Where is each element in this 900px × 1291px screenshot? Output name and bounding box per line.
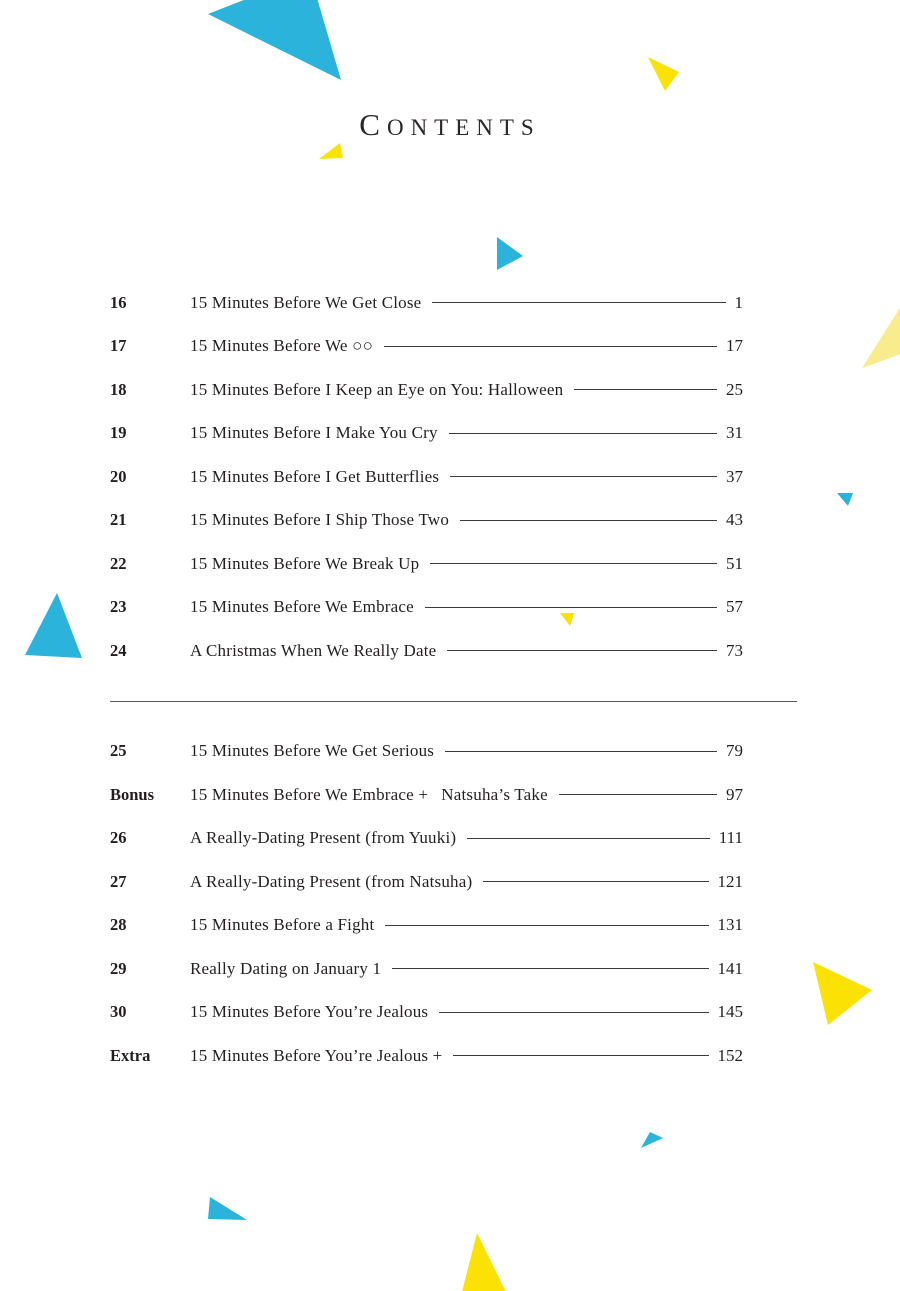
chapter-number: 19 bbox=[110, 423, 127, 443]
page-number: 51 bbox=[726, 553, 743, 573]
chapter-title: 15 Minutes Before I Keep an Eye on You: Halloween bbox=[190, 379, 564, 399]
toc-entry bbox=[110, 499, 743, 543]
toc-entry bbox=[110, 991, 743, 1035]
page-number: 79 bbox=[726, 741, 743, 761]
triangle-right-tiny-cyan bbox=[837, 493, 853, 506]
toc-entry bbox=[110, 773, 743, 817]
chapter-title: 15 Minutes Before You’re Jealous + bbox=[190, 1045, 443, 1065]
triangle-right-edge-pale-yellow bbox=[862, 306, 900, 368]
page-number: 31 bbox=[726, 423, 743, 443]
leader-line bbox=[483, 881, 708, 882]
chapter-number: 28 bbox=[110, 915, 127, 935]
chapter-title: 15 Minutes Before I Make You Cry bbox=[190, 423, 438, 443]
page-number: 25 bbox=[726, 379, 743, 399]
leader-line bbox=[453, 1055, 708, 1056]
page-number: 141 bbox=[717, 958, 743, 978]
chapter-title: 15 Minutes Before You’re Jealous bbox=[190, 1002, 429, 1022]
chapter-title: 15 Minutes Before We Embrace + Natsuha’s Take bbox=[190, 784, 548, 804]
toc-entry bbox=[110, 860, 743, 904]
triangle-subtitle-cyan bbox=[497, 237, 523, 270]
toc-entry bbox=[110, 325, 743, 369]
chapter-title: A Christmas When We Really Date bbox=[190, 640, 437, 660]
toc-entry bbox=[110, 281, 743, 325]
leader-line bbox=[467, 838, 710, 839]
chapter-title: A Really-Dating Present (from Yuuki) bbox=[190, 828, 457, 848]
chapter-number: 20 bbox=[110, 466, 127, 486]
leader-line bbox=[460, 520, 717, 521]
leader-line bbox=[445, 751, 717, 752]
toc-entry bbox=[110, 947, 743, 991]
triangle-top-cyan bbox=[208, 0, 341, 80]
page-title-initial: C bbox=[359, 107, 387, 142]
toc-entry bbox=[110, 904, 743, 948]
leader-line bbox=[449, 433, 717, 434]
chapter-number: 29 bbox=[110, 958, 127, 978]
chapter-title: 15 Minutes Before We Get Close bbox=[190, 292, 422, 312]
triangle-bottom-left-cyan bbox=[208, 1197, 247, 1220]
chapter-number: 27 bbox=[110, 871, 127, 891]
chapter-title: 15 Minutes Before We Get Serious bbox=[190, 741, 435, 761]
triangle-left-cyan bbox=[25, 593, 82, 658]
toc-section-2 bbox=[110, 730, 743, 1078]
chapter-number: 22 bbox=[110, 553, 127, 573]
page-title bbox=[0, 106, 900, 143]
page-number: 152 bbox=[717, 1045, 743, 1065]
leader-line bbox=[439, 1012, 708, 1013]
page-number: 17 bbox=[726, 336, 743, 356]
chapter-title: 15 Minutes Before We Embrace bbox=[190, 597, 414, 617]
leader-line bbox=[385, 925, 708, 926]
toc-entry bbox=[110, 730, 743, 774]
page-title-rest: ONTENTS bbox=[386, 115, 541, 140]
toc-entry bbox=[110, 455, 743, 499]
table-of-contents bbox=[110, 281, 743, 1078]
chapter-number: 18 bbox=[110, 379, 127, 399]
chapter-title: A Really-Dating Present (from Natsuha) bbox=[190, 871, 473, 891]
chapter-title: 15 Minutes Before a Fight bbox=[190, 915, 375, 935]
page-number: 131 bbox=[717, 915, 743, 935]
leader-line bbox=[432, 302, 725, 303]
toc-entry bbox=[110, 368, 743, 412]
triangle-right-big-yellow bbox=[813, 962, 872, 1025]
page-number: 145 bbox=[717, 1002, 743, 1022]
chapter-number: 21 bbox=[110, 510, 127, 530]
page-number: 111 bbox=[718, 828, 743, 848]
toc-section-1 bbox=[110, 281, 743, 673]
leader-line bbox=[425, 607, 717, 608]
chapter-number: Extra bbox=[110, 1045, 151, 1065]
chapter-title: Really Dating on January 1 bbox=[190, 958, 382, 978]
toc-entry bbox=[110, 817, 743, 861]
leader-line bbox=[384, 346, 717, 347]
leader-line bbox=[430, 563, 717, 564]
page-number: 1 bbox=[734, 292, 743, 312]
chapter-title: 15 Minutes Before We Break Up bbox=[190, 553, 420, 573]
page-number: 97 bbox=[726, 784, 743, 804]
chapter-number: 16 bbox=[110, 292, 127, 312]
toc-entry bbox=[110, 1034, 743, 1078]
chapter-number: 25 bbox=[110, 741, 127, 761]
page-number: 37 bbox=[726, 466, 743, 486]
triangle-title-yellow bbox=[319, 143, 343, 159]
page-number: 57 bbox=[726, 597, 743, 617]
toc-entry bbox=[110, 629, 743, 673]
toc-entry bbox=[110, 586, 743, 630]
page-number: 73 bbox=[726, 640, 743, 660]
chapter-number: 17 bbox=[110, 336, 127, 356]
triangle-lower-cyan bbox=[641, 1132, 663, 1148]
toc-entry bbox=[110, 412, 743, 456]
leader-line bbox=[447, 650, 717, 651]
leader-line bbox=[559, 794, 717, 795]
chapter-number: 26 bbox=[110, 828, 127, 848]
chapter-number: Bonus bbox=[110, 784, 155, 804]
leader-line bbox=[392, 968, 708, 969]
chapter-number: 30 bbox=[110, 1002, 127, 1022]
chapter-number: 24 bbox=[110, 640, 127, 660]
triangle-top-right-yellow bbox=[648, 57, 679, 91]
leader-line bbox=[574, 389, 717, 390]
triangle-bottom-yellow bbox=[462, 1233, 506, 1291]
chapter-title: 15 Minutes Before We ○○ bbox=[190, 336, 374, 356]
page-number: 121 bbox=[717, 871, 743, 891]
chapter-title: 15 Minutes Before I Get Butterflies bbox=[190, 466, 440, 486]
chapter-title: 15 Minutes Before I Ship Those Two bbox=[190, 510, 450, 530]
section-divider bbox=[110, 701, 797, 702]
page-number: 43 bbox=[726, 510, 743, 530]
toc-entry bbox=[110, 542, 743, 586]
leader-line bbox=[450, 476, 717, 477]
chapter-number: 23 bbox=[110, 597, 127, 617]
